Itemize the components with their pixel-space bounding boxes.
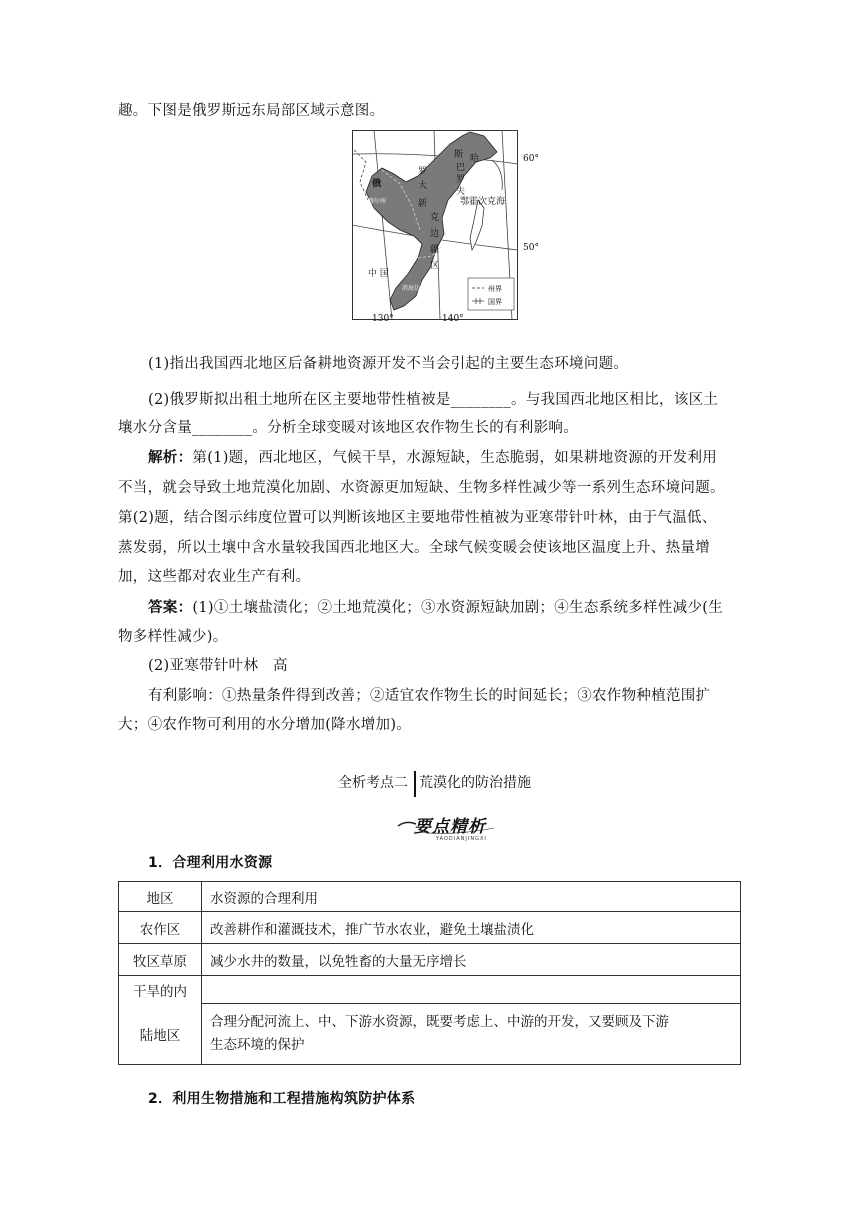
region-char: 罗 [418,167,428,177]
question-1: (1)指出我国西北地区后备耕地资源开发不当会引起的主要生态环境问题。 [148,356,629,372]
answer-label: 答案： [148,599,193,616]
region-char: 罗 [456,175,466,185]
banner-title: 要点精析 [414,817,486,837]
legend-state-border: 州界 [488,285,502,293]
region-char: 疆 [430,245,440,255]
intro-text: 趣。下图是俄罗斯远东局部区域示意图。 [118,103,385,119]
analysis-line2: 不当，就会导致土地荒漠化加剧、水资源更加短缺、生物多样性减少等一系列生态环境问题。 [118,480,725,496]
question-2-line1: (2)俄罗斯拟出租土地所在区主要地带性植被是________。与我国西北地区相比，该区土 [148,392,719,408]
analysis-line3: 第(2)题，结合图示纬度位置可以判断该地区主要地带性植被为亚寒带针叶林，由于气温低、 [118,510,717,526]
region-char: 克 [430,213,440,223]
lat-label-50: 50° [523,243,539,253]
table-header-cell: 地区 [119,882,202,912]
table-cell-measure [202,1004,741,1065]
question-2-line2: 壤水分含量________。分析全球变暖对该地区农作物生长的有利影响。 [118,420,578,436]
table-row [119,1004,741,1065]
section-label-right: 荒漠化的防治措施 [419,775,531,791]
table-header-row [119,882,741,912]
region-char: 斯 [454,150,464,160]
heading-water-resources: 1．合理利用水资源 [148,855,273,871]
table-cell-line: 合理分配河流上、中、下游水资源，既要考虑上、中游的开发，又要顾及下游 [210,1014,669,1030]
banner-subtitle: YAODIANJINGXI [436,836,487,842]
lon-label-140: 140° [442,314,464,324]
section-label-left: 全析考点二 [338,775,408,791]
answer-line4: 有利影响：①热量条件得到改善；②适宜农作物生长的时间延长；③农作物种植范围扩 [148,688,711,704]
china-label: 中 国 [368,269,389,279]
region-char: 大 [418,181,428,191]
table-cell-measure: 减少水井的数量，以免牲畜的大量无序增长 [202,944,741,976]
region-char: 新 [418,199,428,209]
table-cell-region: 干旱的内 [119,976,202,1004]
answer-line1 [148,598,723,618]
table-cell-line: 生态环境的保护 [210,1037,305,1053]
russia-label: 俄 [372,179,382,189]
table-row [119,912,741,944]
table-row [119,944,741,976]
table-row [119,976,741,1004]
analysis-label: 解析： [148,449,193,466]
sea-label: 鄂霍次克海 [460,197,506,207]
legend-national-border: 国界 [488,298,502,306]
analysis-text: 第(1)题，西北地区，气候干旱，水源短缺，生态脆弱，如果耕地资源的开发利用 [192,450,718,466]
region-char: 哈 [470,154,480,164]
lat-label-60: 60° [523,154,539,164]
table-cell-region: 农作区 [119,912,202,944]
answer-line5: 大；④农作物可利用的水分增加(降水增加)。 [118,717,412,733]
answer-line3: (2)亚寒带针叶林 高 [148,658,288,674]
table-cell-empty [202,976,741,1004]
table-cell-region: 牧区草原 [119,944,202,976]
table-cell-region: 陆地区 [119,1004,202,1065]
region-char: 巴 [456,163,466,173]
lon-label-130: 130° [372,314,394,324]
primorsky-label: 滨海边疆区 [402,285,433,292]
section-divider [414,771,416,797]
region-char: 夫 [456,187,466,197]
table-header-cell: 水资源的合理利用 [202,882,741,912]
region-char: 区 [430,261,440,271]
answer-line2: 物多样性减少)。 [118,629,228,645]
analysis-line5: 加，这些都对农业生产有利。 [118,569,311,585]
analysis-line4: 蒸发弱，所以土壤中含水量较我国西北地区大。全球气候变暖会使该地区温度上升、热量增 [118,540,710,556]
russia-far-east-map [352,130,518,320]
amur-label: 阿穆尔州 [362,198,387,205]
answer-text: (1)①土壤盐渍化；②土地荒漠化；③水资源短缺加剧；④生态系统多样性减少(生 [192,600,723,616]
analysis-line1 [148,448,717,468]
region-char: 边 [430,229,440,239]
water-resources-table [118,881,741,1065]
table-cell-measure: 改善耕作和灌溉技术，推广节水农业，避免土壤盐渍化 [202,912,741,944]
heading-protection-system: 2．利用生物措施和工程措施构筑防护体系 [148,1091,416,1107]
